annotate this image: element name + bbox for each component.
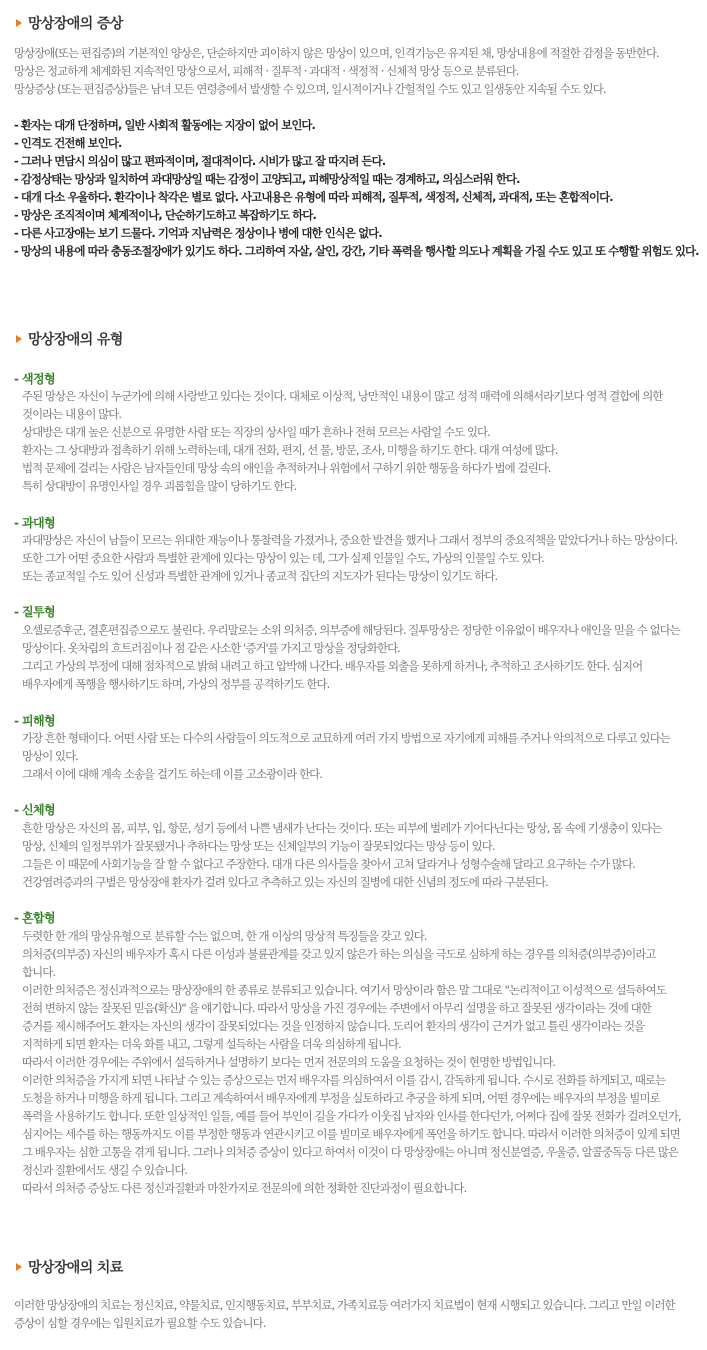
type-line: 의처증(의부증) 자신의 배우자가 혹시 다른 이성과 불륜관계를 갖고 있지 않은가 하는 의심을 극도로 심하게 하는 경우를 의처증(의부증)이라고 bbox=[22, 947, 656, 961]
type-body-somatic bbox=[22, 819, 704, 891]
type-heading-somatic: - 신체형 bbox=[14, 803, 55, 817]
type-line: 이러한 의처증을 가지게 되면 나타날 수 있는 증상으로는 먼저 배우자를 의심하여서 이를 감시, 감독하게 됩니다. 수시로 전화를 하게되고, 때로는 bbox=[22, 1073, 666, 1087]
orange-arrow-icon bbox=[16, 335, 22, 343]
type-line: 망상, 신체의 일정부위가 잘못됐거나 추하다는 망상 또는 신체일부의 기능이 잘못되었다는 망상 등이 있다. bbox=[22, 839, 495, 853]
type-body-persecutory bbox=[22, 729, 704, 783]
type-line: 그리고 가상의 부정에 대해 점차적으로 밝혀 내려고 하고 압박해 나간다. 배우자를 외출을 못하게 하거나, 추적하고 조사하기도 한다. 심지어 bbox=[22, 659, 643, 673]
orange-arrow-icon bbox=[16, 1263, 22, 1271]
type-line: 전혀 변하지 않는 잘못된 믿음(확신)" 을 얘기합니다. 따라서 망상을 가진 경우에는 주변에서 아무리 설명을 하고 잘못된 생각이라는 것에 대한 bbox=[22, 1001, 651, 1015]
orange-arrow-icon bbox=[16, 19, 22, 27]
type-line: 망상이다. 옷차림의 흐트러짐이나 점 같은 사소한 '증거'를 가지고 망상을 정당화한다. bbox=[22, 641, 400, 655]
type-line: 합니다. bbox=[22, 965, 56, 979]
type-heading-persecutory: - 피해형 bbox=[14, 714, 55, 728]
type-line: 따라서 의처증 증상도 다른 정신과질환과 마찬가지로 전문의에 의한 정확한 진단과정이 필요합니다. bbox=[22, 1181, 467, 1195]
symptom-item: - 망상의 내용에 따라 충동조절장애가 있기도 하다. 그리하여 자살, 살인, 강간, 기타 폭력을 행사할 의도나 계획을 가질 수도 있고 또 수행할 위험도 있다. bbox=[14, 244, 699, 258]
type-heading-jealous: - 질투형 bbox=[14, 605, 55, 619]
intro-line: 망상증상 (또는 편집증상)들은 남녀 모든 연령층에서 발생할 수 있으며, 일시적이거나 간헐적일 수도 있고 일생동안 지속될 수도 있다. bbox=[14, 82, 606, 96]
type-line: 주된 망상은 자신이 누군가에 의해 사랑받고 있다는 것이다. 대체로 이상적, 낭만적인 내용이 많고 성적 매력에 의해서라기보다 영적 결합에 의한 bbox=[22, 389, 663, 403]
type-line: 그들은 이 때문에 사회기능을 잘 할 수 없다고 주장한다. 대개 다른 의사들을 찾아서 고쳐 달라거나 성형수술해 달라고 요구하는 수가 많다. bbox=[22, 857, 635, 871]
type-line: 심지어는 세수를 하는 행동까지도 이를 부정한 행동과 연관시키고 이를 빌미로 배우자에게 폭언을 하기도 합니다. 따라서 이러한 의처증이 있게 되면 bbox=[22, 1127, 680, 1141]
symptom-item: - 대개 다소 우울하다. 환각이나 착각은 별로 없다. 사고내용은 유형에 따라 피해적, 질투적, 색정적, 신체적, 과대적, 또는 혼합적이다. bbox=[14, 190, 613, 204]
type-line: 지적하게 되면 환자는 더욱 화를 내고, 그렇게 설득하는 사람을 더욱 의심하게 됩니다. bbox=[22, 1037, 401, 1051]
type-line: 따라서 이러한 경우에는 주위에서 설득하거나 설명하기 보다는 먼저 전문의의 도움을 요청하는 것이 현명한 방법입니다. bbox=[22, 1055, 556, 1069]
types-title-text: 망상장애의 유형 bbox=[28, 332, 123, 348]
type-line: 도청을 하거나 미행을 하게 됩니다. 그리고 계속하여서 배우자에게 부정을 실토하라고 추궁을 하게 되며, 어떤 경우에는 배우자의 부정을 빌미로 bbox=[22, 1091, 660, 1105]
type-line: 특히 상대방이 유명인사일 경우 괴롭힘을 많이 당하기도 한다. bbox=[22, 479, 297, 493]
type-line: 가장 흔한 형태이다. 어떤 사람 또는 다수의 사람들이 의도적으로 교묘하게 여러 가지 방법으로 자기에게 피해를 주거나 악의적으로 다루고 있다는 bbox=[22, 731, 670, 745]
symptom-item: - 그러나 면담시 의심이 많고 편파적이며, 절대적이다. 시비가 많고 잘 따지려 든다. bbox=[14, 154, 386, 168]
symptoms-section-title bbox=[16, 13, 123, 33]
symptom-item: - 망상은 조직적이며 체계적이나, 단순하기도하고 복잡하기도 하다. bbox=[14, 208, 316, 222]
treatment-line: 증상이 심할 경우에는 입원치료가 필요할 수도 있습니다. bbox=[14, 1316, 266, 1330]
symptom-item: - 감정상태는 망상과 일치하여 과대망상일 때는 감정이 고양되고, 피해망상적일 때는 경계하고, 의심스러워 한다. bbox=[14, 172, 520, 186]
type-line: 증거를 제시해주어도 환자는 자신의 생각이 잘못되었다는 것을 인정하지 않습니다. 도리어 환자의 생각이 근거가 없고 틀린 생각이라는 것을 bbox=[22, 1019, 645, 1033]
symptoms-intro bbox=[14, 44, 704, 98]
type-line: 오셀로증후군, 결혼편집증으로도 불린다. 우리말로는 소위 의처증, 의부증에 해당된다. 질투망상은 정당한 이유없이 배우자나 애인을 믿을 수 없다는 bbox=[22, 623, 680, 637]
type-heading-erotomanic: - 색정형 bbox=[14, 372, 55, 386]
type-line: 정신과 질환에서도 생길 수 있습니다. bbox=[22, 1163, 188, 1177]
type-line: 법적 문제에 걸리는 사람은 남자들인데 망상 속의 애인을 추적하거나 위험에서 구하기 위한 행동을 하다가 법에 걸린다. bbox=[22, 461, 551, 475]
symptom-item: - 환자는 대개 단정하며, 일반 사회적 활동에는 지장이 없어 보인다. bbox=[14, 118, 315, 132]
symptom-item: - 다른 사고장애는 보기 드물다. 기억과 지남력은 정상이나 병에 대한 인식은 없다. bbox=[14, 226, 382, 240]
intro-line: 망상장애(또는 편집증)의 기본적인 양상은, 단순하지만 괴이하지 않은 망상이 있으며, 인격기능은 유지된 채, 망상내용에 적절한 감정을 동반한다. bbox=[14, 46, 659, 60]
treatment-text bbox=[14, 1296, 704, 1332]
type-line: 그래서 이에 대해 계속 소송을 걸기도 하는데 이를 고소광이라 한다. bbox=[22, 767, 322, 781]
type-body-mixed bbox=[22, 927, 704, 1197]
type-line: 또는 종교적일 수도 있어 신성과 특별한 관계에 있거나 종교적 집단의 지도자가 된다는 망상이 있기도 하다. bbox=[22, 569, 498, 583]
type-line: 배우자에게 폭행을 행사하기도 하며, 가상의 정부를 공격하기도 한다. bbox=[22, 677, 330, 691]
type-line: 두렷한 한 개의 망상유형으로 분류할 수는 없으며, 한 개 이상의 망상적 특징들을 갖고 있다. bbox=[22, 929, 427, 943]
treatment-title-text: 망상장애의 치료 bbox=[28, 1260, 123, 1276]
type-body-grandiose bbox=[22, 531, 704, 585]
type-heading-mixed: - 혼합형 bbox=[14, 911, 55, 925]
type-heading-grandiose: - 과대형 bbox=[14, 516, 55, 530]
type-line: 그 배우자는 심한 고통을 겪게 됩니다. 그러나 의처증 증상이 있다고 하여서 이것이 다 망상장애는 아니며 정신분열증, 우울증, 알콜중독등 다른 많은 bbox=[22, 1145, 678, 1159]
type-line: 환자는 그 상대방과 접촉하기 위해 노력하는데, 대개 전화, 편지, 선 물, 방문, 조사, 미행을 하기도 한다. 대개 여성에 많다. bbox=[22, 443, 558, 457]
type-line: 이러한 의처증은 정신과적으로는 망상장애의 한 종류로 분류되고 있습니다. 여기서 망상이라 함은 말 그대로 "논리적이고 이성적으로 설득하여도 bbox=[22, 983, 666, 997]
types-section-title bbox=[16, 329, 123, 349]
type-line: 폭력을 사용하기도 합니다. 또한 일상적인 일들, 예를 들어 부인이 길을 가다가 이웃집 남자와 인사를 한다던가, 어쩌다 집에 잘못 전화가 걸려오던가, bbox=[22, 1109, 681, 1123]
type-line: 망상이 있다. bbox=[22, 749, 78, 763]
type-line: 또한 그가 어떤 중요한 사람과 특별한 관계에 있다는 망상이 있는 데, 그가 실제 인물일 수도, 가상의 인물일 수도 있다. bbox=[22, 551, 544, 565]
treatment-line: 이러한 망상장애의 치료는 정신치료, 약물치료, 인지행동치료, 부부치료, 가족치료등 여러가지 치료법이 현재 시행되고 있습니다. 그리고 만일 이러한 bbox=[14, 1298, 675, 1312]
type-line: 상대방은 대개 높은 신분으로 유명한 사람 또는 직장의 상사일 때가 흔하나 전혀 모르는 사람일 수도 있다. bbox=[22, 425, 490, 439]
symptoms-title-text: 망상장애의 증상 bbox=[28, 16, 123, 32]
type-line: 건강염려증과의 구별은 망상장애 환자가 걸려 있다고 추측하고 있는 자신의 질병에 대한 신념의 정도에 따라 구분된다. bbox=[22, 875, 548, 889]
type-line: 흔한 망상은 자신의 몸, 피부, 입, 항문, 성기 등에서 나쁜 냄새가 난다는 것이다. 또는 피부에 벌레가 기어다닌다는 망상, 몸 속에 기생충이 있다는 bbox=[22, 821, 662, 835]
symptoms-list bbox=[14, 116, 704, 260]
type-body-erotomanic bbox=[22, 387, 704, 495]
type-line: 것이라는 내용이 많다. bbox=[22, 407, 122, 421]
symptom-item: - 인격도 건전해 보인다. bbox=[14, 136, 122, 150]
treatment-section-title bbox=[16, 1257, 123, 1277]
type-body-jealous bbox=[22, 621, 704, 693]
type-line: 과대망상은 자신이 남들이 모르는 위대한 재능이나 통찰력을 가졌거나, 중요한 발견을 했거나 그래서 정부의 중요직책을 맡았다거나 하는 망상이다. bbox=[22, 533, 678, 547]
intro-line: 망상은 정교하게 체계화된 지속적인 망상으로서, 피해적 · 질투적 · 과대적 · 색정적 · 신체적 망상 등으로 분류된다. bbox=[14, 64, 519, 78]
